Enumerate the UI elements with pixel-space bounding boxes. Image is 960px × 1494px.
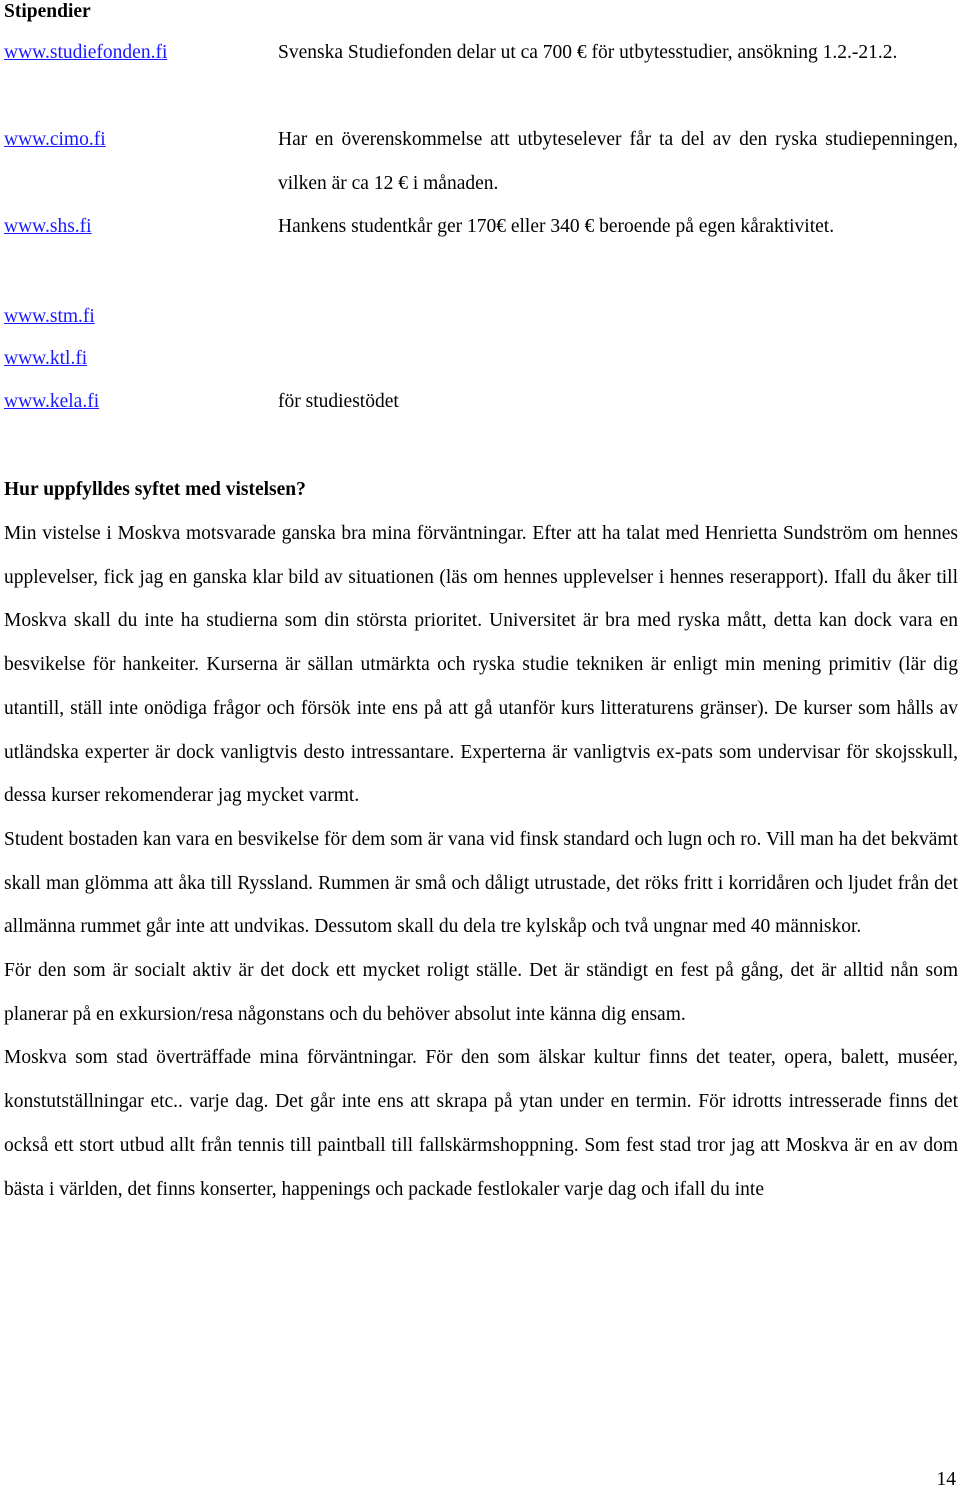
paragraph-4: Moskva som stad överträffade mina förväntningar. För den som älskar kultur finns det teater, opera, balett, muséer, konstutställningar etc.. varje dag. Det går inte ens att skrapa på ytan under en termin. För idrotts intresserade finns det också ett stort utbud allt från tennis till paintball till fallskärmshoppning. Som fest stad tror jag att Moskva är en av dom bästa i världen, det finns konserter, happenings och packade festlokaler varje dag och ifall du inte <box>4 1047 958 1200</box>
body-text <box>4 512 958 1211</box>
desc-shs: Hankens studentkår ger 170€ eller 340 € beroende på egen kåraktivitet. <box>278 216 835 237</box>
stipendier-heading: Stipendier <box>4 1 91 22</box>
link-cimo[interactable]: www.cimo.fi <box>4 129 106 150</box>
desc-studiefonden: Svenska Studiefonden delar ut ca 700 € för utbytesstudier, ansökning 1.2.-21.2. <box>278 42 898 63</box>
link-stm[interactable]: www.stm.fi <box>4 306 95 327</box>
paragraph-3: För den som är socialt aktiv är det dock ett mycket roligt ställe. Det är ständigt en fest på gång, det är alltid nån som planerar på en exkursion/resa någonstans och du behöver absolut inte känna dig ensam. <box>4 960 958 1025</box>
link-kela[interactable]: www.kela.fi <box>4 391 100 412</box>
syftet-heading: Hur uppfylldes syftet med vistelsen? <box>4 479 306 500</box>
desc-cimo: Har en överenskommelse att utbyteselever får ta del av den ryska studiepenningen, vilken är ca 12 € i månaden. <box>278 129 958 194</box>
link-ktl[interactable]: www.ktl.fi <box>4 348 88 369</box>
page-number: 14 <box>936 1469 956 1490</box>
paragraph-2: Student bostaden kan vara en besvikelse för dem som är vana vid finsk standard och lugn och ro. Vill man ha det bekvämt skall man glömma att åka till Ryssland. Rummen är små och dåligt utrustade, det röks fritt i korridåren och ljudet från det allmänna rummet går inte att undvikas. Dessutom skall du dela tre kylskåp och två ungnar med 40 människor. <box>4 828 958 938</box>
link-studiefonden[interactable]: www.studiefonden.fi <box>4 42 168 63</box>
desc-kela: för studiestödet <box>278 391 399 412</box>
link-shs[interactable]: www.shs.fi <box>4 216 92 237</box>
paragraph-1: Min vistelse i Moskva motsvarade ganska bra mina förväntningar. Efter att ha talat med Henrietta Sundström om hennes upplevelser, fick jag en ganska klar bild av situationen (läs om hennes upplevelser i hennes reserapport). Ifall du åker till Moskva skall du inte ha studierna som din största prioritet. Universitet är bra med ryska mått, detta kan dock vara en besvikelse för hankeiter. Kurserna är sällan utmärkta och ryska studie tekniken är enligt min mening primitiv (lär dig utantill, ställ inte onödiga frågor och försök inte ens på att gå utanför kurs litteraturens gränser). De kurser som hålls av utländska experter är dock vanligtvis desto intressantare. Experterna är vanligtvis ex-pats som undervisar för skojsskull, dessa kurser rekomenderar jag mycket varmt. <box>4 523 958 807</box>
